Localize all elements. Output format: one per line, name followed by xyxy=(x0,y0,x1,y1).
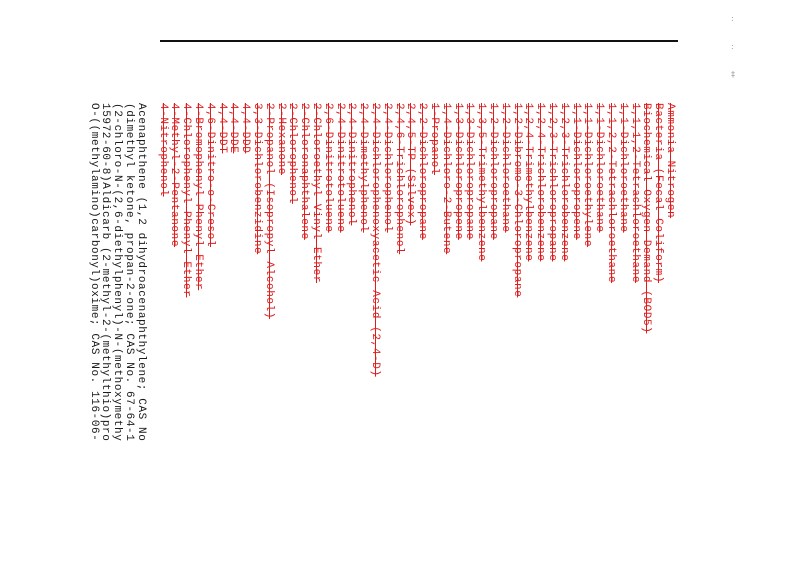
struck-list-item: 2,4-Dichlorophenoxyacetic Acid (2,4-D) xyxy=(369,103,381,377)
struck-list-item: 4,4-DDD xyxy=(239,103,252,154)
struck-list-item: 2,4,5-TP (Silvex) xyxy=(404,103,417,226)
struck-list-item: 2,4,6-Trichlorophenol xyxy=(392,103,405,255)
struck-list-item: 2-Chlorophenol xyxy=(286,103,299,204)
margin-mark: : xyxy=(731,14,734,23)
struck-list-item: 2,4-Dichlorophenol xyxy=(380,103,393,233)
struck-list-item: 2-Hexanone xyxy=(274,103,287,176)
struck-list-item: 1,1-Dichloroethane xyxy=(593,103,606,233)
struck-list-item: 1,2,4-Trimethylbenzene xyxy=(522,103,535,262)
struck-list-item: 2-Chloronaphthalene xyxy=(298,103,311,240)
margin-marks xyxy=(731,14,743,84)
body-text-line: O-((methylamino)carbonyl)oxime; CAS No. 116-06- xyxy=(87,103,100,442)
struck-list-item: 4-Methyl-2-Pentanone xyxy=(168,103,181,248)
struck-list-item: 4-Chlorophenyl Phenyl Ether xyxy=(180,103,193,298)
body-text-line: 15972-60-8)Aldicarb (2-methyl-2-(methylthio)pro xyxy=(99,103,112,442)
struck-list-item: Bacteria (Fecal Coliform) xyxy=(652,103,665,284)
struck-list-item: 1,4-Dichloro-2-Butene xyxy=(439,103,452,255)
struck-list-item: 2,2-Dichloropropane xyxy=(416,103,429,240)
struck-list-item: 1,2,3-Trichloropropane xyxy=(546,103,558,262)
struck-list-item: 1,3,5-Trimethylbenzene xyxy=(475,103,488,262)
struck-list-item: 4-Nitrophenol xyxy=(156,103,169,197)
struck-list-item: 2,6-Dinitrotoluene xyxy=(321,103,334,233)
struck-list-item: 2-Chloroethyl Vinyl Ether xyxy=(310,103,322,284)
struck-list-item: 4-Bromophenyl Phenyl Ether xyxy=(192,103,204,291)
struck-list-item: Biochemical Oxygen Demand (BOD5) xyxy=(640,103,653,334)
body-text-line: (2-chloro-N-(2,6-diethylphenyl)-N-(methoxymethy xyxy=(111,103,124,442)
struck-list-item: 2,4-Dinitrophenol xyxy=(345,103,358,226)
struck-list-item: 2-Propanol (Isopropyl Alcohol) xyxy=(262,103,275,320)
struck-list-item: 3,3-Dichlorobenzidine xyxy=(251,103,263,255)
struck-list-item: 1,2-Dibromo-3-Chloropropane xyxy=(510,103,523,298)
struck-list-item: 1,3-Dichloropropane xyxy=(463,103,476,240)
margin-mark: ‡ xyxy=(731,70,735,79)
horizontal-rule xyxy=(160,40,678,42)
struck-list-item: 2,4-Dinitrotoluene xyxy=(333,103,346,233)
struck-list-item: 1,1,1,2-Tetrachloroethane xyxy=(628,103,641,284)
struck-list-item: 1,1-Dichloropropene xyxy=(569,103,582,240)
struck-list-item: 1,1-Dichloroethane xyxy=(616,103,629,233)
struck-list-item: 2,4-Dimethylphenol xyxy=(357,103,370,233)
body-text-line: Acenaphthene (1,2 dihydroacenaphthylene; CAS No xyxy=(134,103,147,442)
struck-list-item: 1-Propanol xyxy=(428,103,440,176)
struck-list-item: 1,1-Dichloroethylene xyxy=(581,103,594,248)
struck-list-item: 4,4-DDT xyxy=(215,103,228,154)
body-text-line: (dimethyl ketone, propan-2-one; CAS No. 67-64-1 xyxy=(123,103,135,442)
struck-list-item: 1,3-Dichloropropene xyxy=(451,103,464,240)
struck-list-item: 4,6-Dinitro-o-Cresol xyxy=(203,103,216,248)
struck-list-item: Ammonia Nitrogen xyxy=(664,103,676,219)
struck-list-item: 1,1,2,2-Tetrachloroethane xyxy=(605,103,617,284)
struck-list-item: 4,4-DDE xyxy=(227,103,240,154)
struck-list-item: 1,2-Dichloroethane xyxy=(498,103,511,233)
margin-mark: : xyxy=(731,42,734,51)
struck-list-item: 1,2,4-Trichlorobenzene xyxy=(534,103,547,262)
struck-list-item: 1,2,3-Trichlorobenzene xyxy=(557,103,570,262)
rotated-text-block xyxy=(87,103,678,533)
struck-list-item: 1,2-Dichloropropane xyxy=(487,103,499,240)
